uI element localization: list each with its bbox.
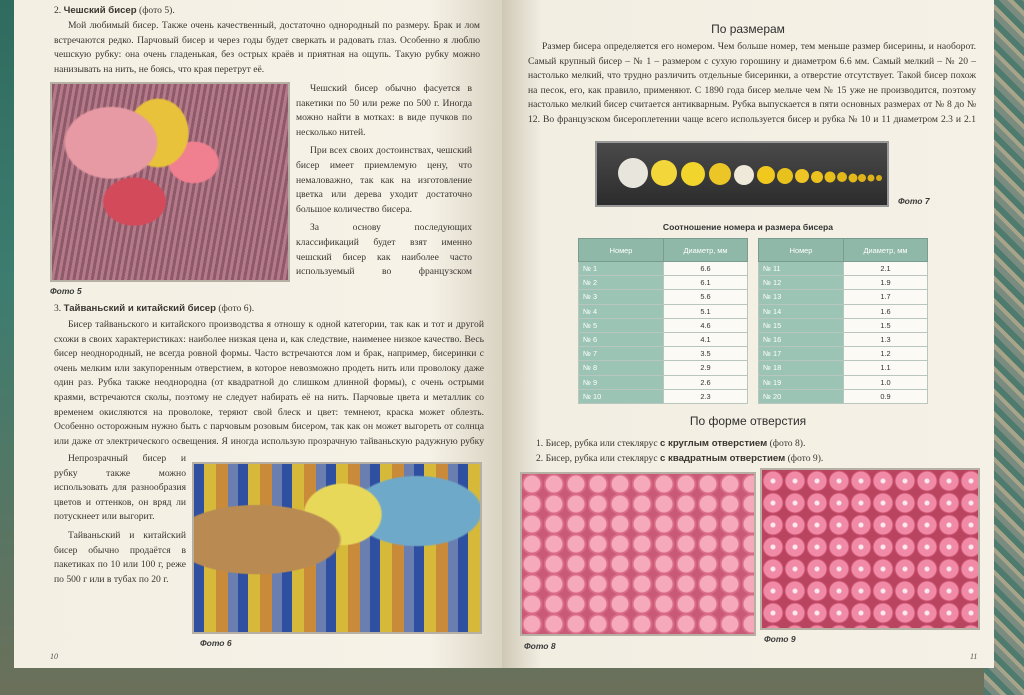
cell-bead-diameter: 1.9 (844, 276, 928, 290)
photo-7-caption: Фото 7 (898, 196, 930, 206)
cell-bead-number: № 4 (579, 304, 664, 318)
cell-bead-number: № 12 (759, 276, 844, 290)
cell-bead-diameter: 2.3 (664, 389, 748, 403)
section-3-title: Тайваньский и китайский бисер (63, 303, 216, 314)
cell-bead-diameter: 2.1 (844, 262, 928, 276)
table-row (759, 347, 928, 361)
cell-bead-number: № 9 (579, 375, 664, 389)
cell-bead-diameter: 1.6 (844, 304, 928, 318)
table-row (579, 318, 748, 332)
hole-shape-list (536, 436, 976, 466)
bead-size-8 (795, 169, 809, 183)
cell-bead-number: № 7 (579, 347, 664, 361)
photo-7-bead-size-scale (595, 141, 889, 207)
cell-bead-diameter: 3.5 (664, 347, 748, 361)
photo-5-czech-beads (50, 82, 290, 282)
cell-bead-number: № 18 (759, 361, 844, 375)
right-page (502, 0, 994, 668)
section-2-right-column: Чешский бисер обычно фасуется в пакетики по 50 или реже по 500 г. Иногда можно найти в мотках: в виде пучков по несколько нитей. При всех своих достоинствах, чешский бисер имеет приемлемую цену, что немаловажно, так как на изготовление цветка или дерева уходит достаточно большое количество бисера. За основу последующих классификаций будет взят именно чешский бисер как наиболее часто используемый во французском (296, 83, 472, 278)
cell-bead-number: № 5 (579, 318, 664, 332)
cell-bead-number: № 14 (759, 304, 844, 318)
section-3-heading (54, 302, 474, 317)
cell-bead-number: № 3 (579, 290, 664, 304)
cell-bead-diameter: 6.6 (664, 262, 748, 276)
cell-bead-number: № 6 (579, 332, 664, 346)
list-item-round-hole: 1. Бисер, рубка или стеклярус с круглым отверстием (фото 8). (536, 438, 806, 449)
cell-bead-diameter: 5.1 (664, 304, 748, 318)
table-row (759, 332, 928, 346)
table-row (579, 332, 748, 346)
cell-bead-number: № 17 (759, 347, 844, 361)
cell-bead-number: № 2 (579, 276, 664, 290)
size-paragraph: Размер бисера определяется его номером. Чем больше номер, тем меньше размер бисерины, и наоборот. Самый крупный бисер – № 1 – размером с сухую горошину и диаметром 6.6 мм. Самый мелкий – № 20 – настолько мелкий, что трудно различить отдельные бисеринки, а отверстие отсутствует. Такой бисер похож на песок, его, как правило, применяют. С 1890 года бисер мельче чем № 15 уже не производится, поэтому настолько мелкий бисер считается антикварным. Рубка выпускается в пяти основных размерах от № 8 до № 12. Во французском бисероплетении чаще всего используется бисер и рубка № 10 и 11 диаметром 2.3 и 2.1 (528, 41, 976, 125)
col-diameter: Диаметр, мм (844, 239, 928, 262)
cell-bead-number: № 20 (759, 389, 844, 403)
bead-size-6 (757, 166, 775, 184)
cell-bead-diameter: 1.3 (844, 332, 928, 346)
cell-bead-number: № 15 (759, 318, 844, 332)
cell-bead-diameter: 2.9 (664, 361, 748, 375)
section-2-number: 2. (54, 5, 64, 16)
table-row (579, 375, 748, 389)
bead-size-14 (868, 175, 875, 182)
bead-size-4 (709, 163, 731, 185)
table-row (759, 290, 928, 304)
bead-size-9 (811, 171, 823, 183)
cell-bead-number: № 11 (759, 262, 844, 276)
heading-by-hole-shape: По форме отверстия (689, 414, 807, 428)
table-row (579, 361, 748, 375)
table-row (579, 389, 748, 403)
table-row (579, 304, 748, 318)
table-row (759, 389, 928, 403)
table-row (579, 262, 748, 276)
page-number-right: 11 (970, 652, 978, 661)
table-row (579, 276, 748, 290)
bead-size-2 (651, 160, 677, 186)
cell-bead-diameter: 0.9 (844, 389, 928, 403)
size-table-1 (578, 238, 748, 404)
cell-bead-diameter: 1.5 (844, 318, 928, 332)
section-3-paragraph-1: Бисер тайваньского и китайского производства я отношу к одной категории, так как и тот и другой схожи в своих характеристиках: наиболее низкая цена и, как следствие, наименее низкое качество. Весь бисер неоднородный, не всегда ровной формы. Часто встречаются лом и брак, например, бисеринки с очень мелким или закупоренным отверстием, в которое невозможно продеть нить или проволоку даже один раз. Рубка также неоднородна (от квадратной до слишком длинной формы), с очень острыми краями, встречаются сколы, поэтому не следует набирать её на нить. Парчовые цвета и металлик со временем окисляются на проволоке, теряют свой блеск и цвет: темнеют, краска может облезть. Особенно осторожным нужно быть с парчовым розовым бисером, так как он может выгореть от солнца или даже от электрического освещения. Я иногда использую прозрачную тайваньскую радужную рубку (54, 319, 484, 447)
table-row (759, 361, 928, 375)
bead-size-11 (837, 172, 847, 182)
table-row (759, 318, 928, 332)
section-2-title: Чешский бисер (63, 5, 137, 16)
cell-bead-number: № 1 (579, 262, 664, 276)
cell-bead-diameter: 4.6 (664, 318, 748, 332)
bead-size-10 (825, 172, 836, 183)
cell-bead-diameter: 5.6 (664, 290, 748, 304)
size-table-2 (758, 238, 928, 404)
cell-bead-diameter: 1.7 (844, 290, 928, 304)
table-row (759, 276, 928, 290)
section-2-intro (54, 4, 474, 19)
left-page (14, 0, 502, 668)
cell-bead-number: № 8 (579, 361, 664, 375)
photo-9-caption: Фото 9 (764, 634, 796, 644)
table-title: Соотношение номера и размера бисера (662, 222, 834, 232)
col-diameter: Диаметр, мм (664, 239, 748, 262)
photo-8-round-hole-beads (520, 472, 756, 636)
section-2-paragraph-1: Мой любимый бисер. Также очень качественный, достаточно однородный по размеру. Брак и лом встречаются редко. Парчовый бисер и через годы будет сверкать и радовать глаз. Особенно я люблю чешскую рубку: она очень гладенькая, без острых краёв и приятная на ощупь. Такую рубку можно нанизывать на нить, не боясь, что края перетрут её. (54, 20, 480, 75)
table-row (579, 347, 748, 361)
section-3-left-column: Непрозрачный бисер и рубку также можно использовать для разнообразия цветов и оттенков, он вряд ли потускнеет или выгорит. Тайваньский и китайский бисер обычно продаётся в пакетиках по 10 или 100 г, реже по 500 г или в тубах по 20 г. (54, 453, 186, 585)
section-2-photo-ref: (фото 5). (136, 5, 175, 16)
cell-bead-diameter: 4.1 (664, 332, 748, 346)
photo-5-caption: Фото 5 (50, 286, 82, 296)
table-row (759, 262, 928, 276)
cell-bead-number: № 10 (579, 389, 664, 403)
col-number: Номер (579, 239, 664, 262)
table-row (759, 375, 928, 389)
bead-size-5 (734, 165, 754, 185)
cell-bead-diameter: 1.1 (844, 361, 928, 375)
cell-bead-number: № 19 (759, 375, 844, 389)
heading-by-size: По размерам (711, 22, 785, 36)
bead-size-13 (858, 174, 866, 182)
section-3-number: 3. (54, 303, 64, 314)
cell-bead-number: № 16 (759, 332, 844, 346)
photo-8-caption: Фото 8 (524, 641, 556, 651)
list-item-square-hole: 2. Бисер, рубка или стеклярус с квадратным отверстием (фото 9). (536, 453, 824, 464)
photo-9-square-hole-beads (760, 468, 980, 630)
section-3-photo-ref: (фото 6). (216, 303, 255, 314)
cell-bead-diameter: 6.1 (664, 276, 748, 290)
bead-size-row (597, 143, 887, 205)
cell-bead-number: № 13 (759, 290, 844, 304)
bead-size-12 (849, 174, 858, 183)
photo-6-caption: Фото 6 (200, 638, 232, 648)
cell-bead-diameter: 2.6 (664, 375, 748, 389)
page-number-left: 10 (50, 652, 58, 661)
col-number: Номер (759, 239, 844, 262)
bead-size-15 (876, 175, 882, 181)
bead-size-1 (618, 158, 648, 188)
bead-size-7 (777, 168, 793, 184)
table-row (579, 290, 748, 304)
cell-bead-diameter: 1.0 (844, 375, 928, 389)
cell-bead-diameter: 1.2 (844, 347, 928, 361)
table-row (759, 304, 928, 318)
photo-6-taiwan-chinese-beads (192, 462, 482, 634)
bead-size-3 (681, 162, 705, 186)
